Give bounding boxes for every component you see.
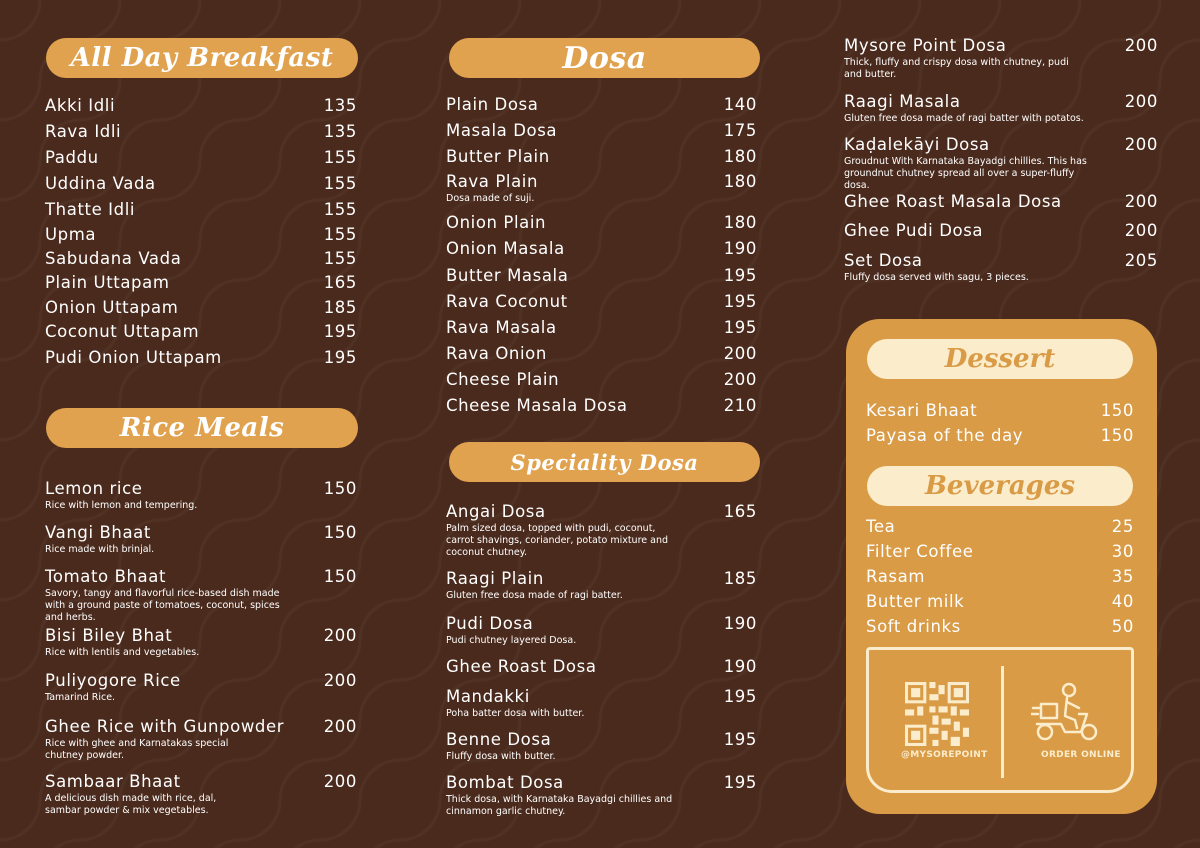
menu-item: Raagi Plain 185 Gluten free dosa made of ragi batter. — [446, 569, 757, 601]
menu-item: Rava Masala 195 — [446, 318, 757, 337]
menu-item: Upma 155 — [45, 225, 357, 244]
menu-item: Tea 25 — [866, 517, 1134, 536]
menu-item: Benne Dosa 195 Fluffy dosa with butter. — [446, 730, 757, 762]
menu-item: Ghee Rice with Gunpowder 200 Rice with ghee and Karnatakas special chutney powder. — [45, 717, 357, 761]
section-title-speciality-dosa: Speciality Dosa — [449, 442, 760, 482]
order-online-link[interactable]: ORDER ONLINE — [1041, 750, 1121, 760]
menu-item: Rasam 35 — [866, 567, 1134, 586]
menu-item: Thatte Idli 155 — [45, 200, 357, 219]
section-title-dessert: Dessert — [867, 339, 1133, 379]
menu-item: Soft drinks 50 — [866, 617, 1134, 636]
section-title-dosa: Dosa — [449, 38, 760, 78]
menu-item: Kaḍalekāyi Dosa 200 Groudnut With Karnataka Bayadgi chillies. This has groundnut chutney spread all over a super-fluffy dosa. — [844, 135, 1158, 191]
menu-item: Cheese Plain 200 — [446, 370, 757, 389]
menu-item: Paddu 155 — [45, 148, 357, 167]
menu-item: Onion Masala 190 — [446, 239, 757, 258]
menu-item: Filter Coffee 30 — [866, 542, 1134, 561]
menu-item: Vangi Bhaat 150 Rice made with brinjal. — [45, 523, 357, 555]
menu-item: Pudi Onion Uttapam 195 — [45, 348, 357, 367]
menu-item: Bisi Biley Bhat 200 Rice with lentils and vegetables. — [45, 626, 357, 658]
promo-box — [866, 647, 1134, 793]
menu-item: Butter milk 40 — [866, 592, 1134, 611]
menu-item: Onion Plain 180 — [446, 213, 757, 232]
menu-item: Ghee Roast Dosa 190 — [446, 657, 757, 676]
menu-item: Raagi Masala 200 Gluten free dosa made of ragi batter with potatos. — [844, 92, 1158, 124]
qr-code-icon[interactable] — [905, 682, 969, 746]
menu-item: Pudi Dosa 190 Pudi chutney layered Dosa. — [446, 614, 757, 646]
menu-item: Masala Dosa 175 — [446, 121, 757, 140]
menu-item: Rava Plain 180 Dosa made of suji. — [446, 172, 757, 204]
menu-item: Butter Masala 195 — [446, 266, 757, 285]
menu-item: Kesari Bhaat 150 — [866, 401, 1134, 420]
section-title-rice-meals: Rice Meals — [46, 408, 358, 448]
menu-item: Plain Uttapam 165 — [45, 273, 357, 292]
menu-item: Rava Onion 200 — [446, 344, 757, 363]
menu-item: Angai Dosa 165 Palm sized dosa, topped with pudi, coconut, carrot shavings, coriander, potato mixture and coconut chutney. — [446, 502, 757, 558]
menu-item: Akki Idli 135 — [45, 96, 357, 115]
menu-item: Sabudana Vada 155 — [45, 249, 357, 268]
menu-item: Mandakki 195 Poha batter dosa with butter. — [446, 687, 757, 719]
menu-item: Mysore Point Dosa 200 Thick, fluffy and crispy dosa with chutney, pudi and butter. — [844, 36, 1158, 80]
delivery-scooter-icon[interactable] — [1031, 680, 1103, 744]
menu-item: Payasa of the day 150 — [866, 426, 1134, 445]
menu-item: Plain Dosa 140 — [446, 95, 757, 114]
promo-divider — [1001, 666, 1004, 778]
menu-item: Set Dosa 205 Fluffy dosa served with sagu, 3 pieces. — [844, 251, 1158, 283]
menu-item: Uddina Vada 155 — [45, 174, 357, 193]
menu-item: Coconut Uttapam 195 — [45, 322, 357, 341]
menu-item: Tomato Bhaat 150 Savory, tangy and flavorful rice-based dish made with a ground paste of tomatoes, coconut, spices and herbs. — [45, 567, 357, 623]
menu-item: Onion Uttapam 185 — [45, 298, 357, 317]
menu-item: Rava Coconut 195 — [446, 292, 757, 311]
section-title-beverages: Beverages — [867, 466, 1133, 506]
menu-item: Ghee Pudi Dosa 200 — [844, 221, 1158, 240]
menu-item: Lemon rice 150 Rice with lemon and tempering. — [45, 479, 357, 511]
social-handle[interactable]: @MYSOREPOINT — [901, 750, 988, 760]
menu-item: Cheese Masala Dosa 210 — [446, 396, 757, 415]
dessert-beverages-card — [846, 319, 1157, 814]
section-title-breakfast: All Day Breakfast — [46, 38, 358, 78]
menu-item: Sambaar Bhaat 200 A delicious dish made with rice, dal, sambar powder & mix vegetables. — [45, 772, 357, 816]
menu-item: Butter Plain 180 — [446, 147, 757, 166]
menu-item: Bombat Dosa 195 Thick dosa, with Karnataka Bayadgi chillies and cinnamon garlic chutney. — [446, 773, 757, 817]
menu-item: Ghee Roast Masala Dosa 200 — [844, 192, 1158, 211]
menu-item: Puliyogore Rice 200 Tamarind Rice. — [45, 671, 357, 703]
menu-item: Rava Idli 135 — [45, 122, 357, 141]
